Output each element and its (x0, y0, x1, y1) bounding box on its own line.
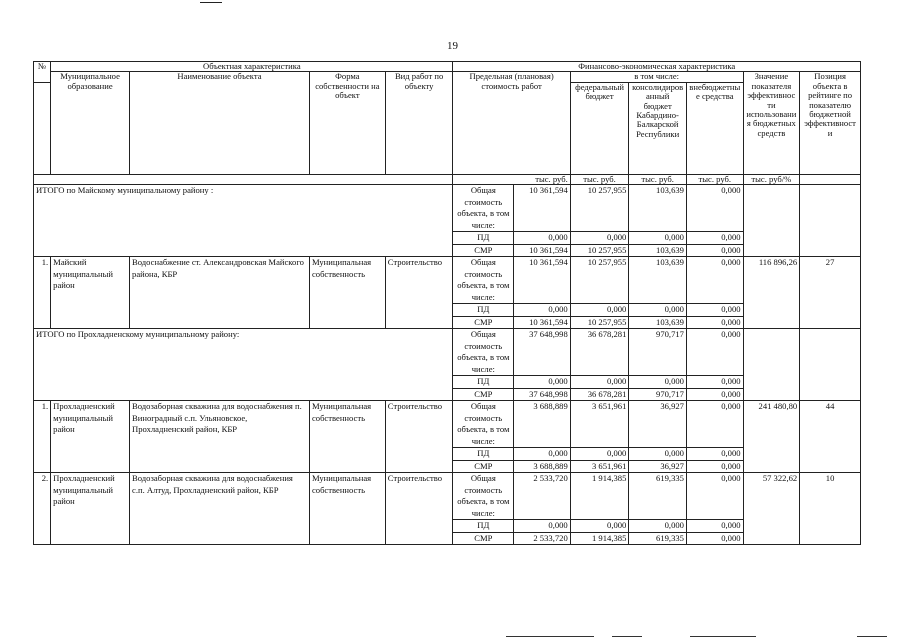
cost-value: 10 361,594 (514, 257, 571, 304)
work-type-cell: Строительство (385, 257, 453, 329)
federal-value: 0,000 (570, 520, 629, 533)
federal-value: 10 257,955 (570, 185, 629, 232)
unit-off: тыс. руб. (686, 174, 743, 184)
object-name-header: Наименование объекта (130, 72, 310, 174)
row-number: 1. (34, 401, 51, 473)
consolidated-value: 970,717 (629, 329, 687, 376)
position-cell (800, 329, 861, 401)
consolidated-value: 970,717 (629, 388, 687, 401)
consolidated-value: 103,639 (629, 244, 687, 257)
cost-value: 10 361,594 (514, 185, 571, 232)
financial-table (33, 61, 861, 545)
offbudget-value: 0,000 (686, 401, 743, 448)
cost-value: 3 688,889 (514, 401, 571, 448)
cost-value: 0,000 (514, 304, 571, 317)
consolidated-value: 36,927 (629, 401, 687, 448)
federal-value: 10 257,955 (570, 244, 629, 257)
cost-value: 2 533,720 (514, 473, 571, 520)
cost-value: 0,000 (514, 232, 571, 245)
federal-value: 10 257,955 (570, 316, 629, 329)
obj-char-header: Объектная характеристика (51, 62, 453, 72)
federal-value: 0,000 (570, 232, 629, 245)
empty-num-cell (34, 82, 51, 174)
offbudget-value: 0,000 (686, 473, 743, 520)
efficiency-value: 241 480,80 (743, 401, 800, 473)
efficiency-value: 116 896,26 (743, 257, 800, 329)
offbudget-value: 0,000 (686, 244, 743, 257)
cost-value: 0,000 (514, 448, 571, 461)
offbudget-header: внебюджетные средства (686, 82, 743, 174)
federal-value: 10 257,955 (570, 257, 629, 304)
cost-value: 2 533,720 (514, 532, 571, 545)
consolidated-header: консолидированный бюджет Кабардино-Балкарской Республики (629, 82, 687, 174)
limit-cost-header: Предельная (плановая) стоимость работ (453, 72, 570, 174)
federal-value: 36 678,281 (570, 388, 629, 401)
cost-value: 3 688,889 (514, 460, 571, 473)
total-row (34, 473, 861, 520)
work-type-cell: Строительство (385, 401, 453, 473)
smr-label: СМР (453, 388, 514, 401)
header-row-1 (34, 62, 861, 72)
smr-label: СМР (453, 316, 514, 329)
offbudget-value: 0,000 (686, 532, 743, 545)
block-title: ИТОГО по Майскому муниципальному району : (34, 185, 453, 257)
efficiency-cell (743, 185, 800, 257)
fin-char-header: Финансово-экономическая характеристика (453, 62, 861, 72)
pd-label: ПД (453, 448, 514, 461)
unit-cost: тыс. руб. (453, 174, 570, 184)
object-name-cell: Водозаборная скважина для водоснабжения с.п. Алтуд, Прохладненский район, КБР (130, 473, 310, 545)
position-value: 44 (800, 401, 861, 473)
offbudget-value: 0,000 (686, 376, 743, 389)
including-header: в том числе: (570, 72, 743, 82)
position-cell (800, 185, 861, 257)
federal-value: 0,000 (570, 376, 629, 389)
top-mark (200, 2, 222, 3)
ownership-cell: Муниципальная собственность (309, 473, 385, 545)
work-type-header: Вид работ по объекту (385, 72, 453, 174)
total-cost-label: Общая стоимость объекта, в том числе: (453, 473, 514, 520)
federal-value: 0,000 (570, 304, 629, 317)
smr-label: СМР (453, 532, 514, 545)
position-value: 10 (800, 473, 861, 545)
cost-value: 10 361,594 (514, 316, 571, 329)
unit-cons: тыс. руб. (629, 174, 687, 184)
offbudget-value: 0,000 (686, 448, 743, 461)
total-row (34, 185, 861, 232)
efficiency-header: Значение показателя эффективности использования бюджетных средств (743, 72, 800, 174)
municipality-cell: Майский муниципальный район (51, 257, 130, 329)
block-title: ИТОГО по Прохладненскому муниципальному району: (34, 329, 453, 401)
federal-value: 3 651,961 (570, 460, 629, 473)
consolidated-value: 103,639 (629, 316, 687, 329)
consolidated-value: 0,000 (629, 232, 687, 245)
federal-value: 3 651,961 (570, 401, 629, 448)
total-cost-label: Общая стоимость объекта, в том числе: (453, 257, 514, 304)
bottom-mark (506, 636, 594, 637)
consolidated-value: 103,639 (629, 185, 687, 232)
consolidated-value: 619,335 (629, 532, 687, 545)
federal-value: 36 678,281 (570, 329, 629, 376)
cost-value: 0,000 (514, 520, 571, 533)
position-value: 27 (800, 257, 861, 329)
total-cost-label: Общая стоимость объекта, в том числе: (453, 401, 514, 448)
object-name-cell: Водоснабжение ст. Александровская Майского района, КБР (130, 257, 310, 329)
ownership-cell: Муниципальная собственность (309, 401, 385, 473)
pd-label: ПД (453, 232, 514, 245)
units-empty (34, 174, 453, 184)
bottom-mark (857, 636, 887, 637)
row-number: 1. (34, 257, 51, 329)
object-name-cell: Водозаборная скважина для водоснабжения п. Виноградный с.п. Ульяновское, Прохладненский район, КБР (130, 401, 310, 473)
consolidated-value: 0,000 (629, 520, 687, 533)
cost-value: 0,000 (514, 376, 571, 389)
federal-header: федеральный бюджет (570, 82, 629, 174)
smr-label: СМР (453, 460, 514, 473)
offbudget-value: 0,000 (686, 304, 743, 317)
ownership-cell: Муниципальная собственность (309, 257, 385, 329)
row-number: 2. (34, 473, 51, 545)
page-number: 19 (447, 40, 458, 52)
cost-value: 37 648,998 (514, 329, 571, 376)
offbudget-value: 0,000 (686, 460, 743, 473)
pd-label: ПД (453, 376, 514, 389)
efficiency-value: 57 322,62 (743, 473, 800, 545)
cost-value: 37 648,998 (514, 388, 571, 401)
municipality-cell: Прохладненский муниципальный район (51, 473, 130, 545)
pd-label: ПД (453, 520, 514, 533)
federal-value: 1 914,385 (570, 473, 629, 520)
consolidated-value: 0,000 (629, 304, 687, 317)
total-row (34, 257, 861, 304)
num-header: № (34, 62, 51, 83)
municipality-header: Муниципальное образование (51, 72, 130, 174)
offbudget-value: 0,000 (686, 257, 743, 304)
ownership-header: Форма собственности на объект (309, 72, 385, 174)
consolidated-value: 619,335 (629, 473, 687, 520)
consolidated-value: 0,000 (629, 448, 687, 461)
smr-label: СМР (453, 244, 514, 257)
consolidated-value: 36,927 (629, 460, 687, 473)
offbudget-value: 0,000 (686, 185, 743, 232)
units-row (34, 174, 861, 184)
offbudget-value: 0,000 (686, 232, 743, 245)
offbudget-value: 0,000 (686, 316, 743, 329)
position-header: Позиция объекта в рейтинге по показателю бюджетной эффективности (800, 72, 861, 174)
unit-fed: тыс. руб. (570, 174, 629, 184)
total-row (34, 329, 861, 376)
consolidated-value: 0,000 (629, 376, 687, 389)
offbudget-value: 0,000 (686, 388, 743, 401)
unit-empty (800, 174, 861, 184)
efficiency-cell (743, 329, 800, 401)
header-row-2 (34, 72, 861, 82)
total-cost-label: Общая стоимость объекта, в том числе: (453, 329, 514, 376)
bottom-mark (690, 636, 756, 637)
federal-value: 0,000 (570, 448, 629, 461)
offbudget-value: 0,000 (686, 329, 743, 376)
offbudget-value: 0,000 (686, 520, 743, 533)
federal-value: 1 914,385 (570, 532, 629, 545)
pd-label: ПД (453, 304, 514, 317)
bottom-mark (612, 636, 642, 637)
work-type-cell: Строительство (385, 473, 453, 545)
cost-value: 10 361,594 (514, 244, 571, 257)
unit-eff: тыс. руб/% (743, 174, 800, 184)
consolidated-value: 103,639 (629, 257, 687, 304)
total-cost-label: Общая стоимость объекта, в том числе: (453, 185, 514, 232)
total-row (34, 401, 861, 448)
municipality-cell: Прохладненский муниципальный район (51, 401, 130, 473)
